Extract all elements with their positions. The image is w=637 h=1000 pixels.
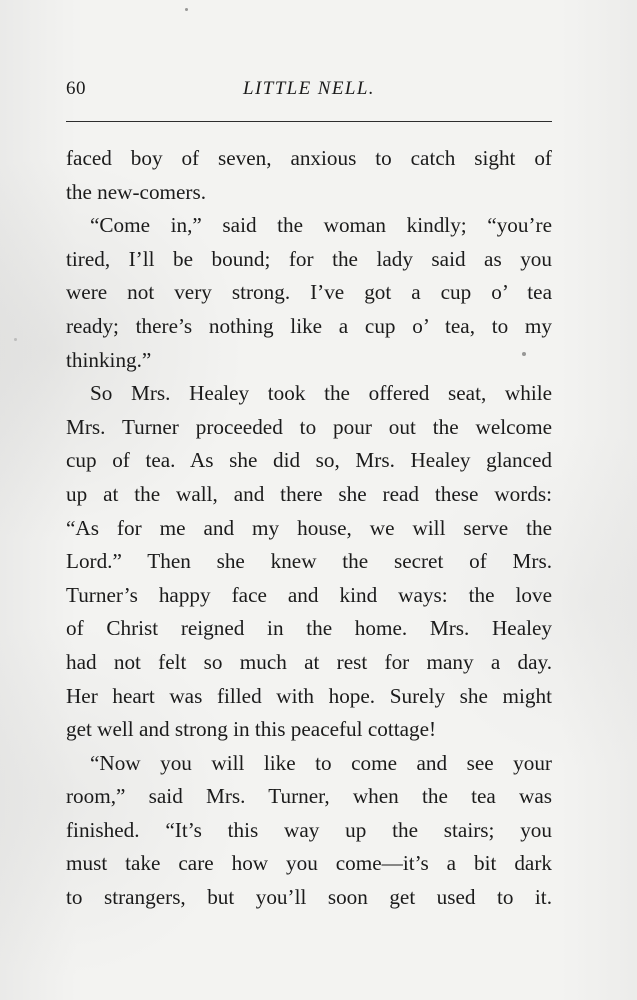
text-line-9: Mrs. Turner proceeded to pour out the welcome [66,414,552,439]
text-line-6: ready; there’s nothing like a cup o’ tea, to my [66,313,552,338]
page-header [66,78,552,108]
ink-speck [14,338,17,341]
ink-speck [185,8,188,11]
page-number: 60 [66,78,86,99]
body-text [66,142,552,915]
text-line-2: the new-comers. [66,179,207,204]
header-rule [66,121,552,122]
text-line-19: “Now you will like to come and see your [90,750,552,775]
text-line-8: So Mrs. Healey took the offered seat, while [90,381,552,406]
text-line-15: of Christ reigned in the home. Mrs. Healey [66,616,552,641]
text-line-20: room,” said Mrs. Turner, when the tea was [66,784,552,809]
text-line-11: up at the wall, and there she read these words: [66,481,552,506]
text-line-18: get well and strong in this peaceful cottage! [66,717,437,742]
ink-speck [522,352,526,356]
text-line-16: had not felt so much at rest for many a day. [66,649,552,674]
text-line-13: Lord.” Then she knew the secret of Mrs. [66,549,552,574]
running-head-title: LITTLE NELL. [243,78,375,99]
text-line-4: tired, I’ll be bound; for the lady said as you [66,246,552,271]
text-line-5: were not very strong. I’ve got a cup o’ tea [66,280,552,305]
text-line-21: finished. “It’s this way up the stairs; you [66,817,552,842]
text-line-23: to strangers, but you’ll soon get used to it. [66,885,552,910]
text-line-10: cup of tea. As she did so, Mrs. Healey glanced [66,448,552,473]
text-line-22: must take care how you come—it’s a bit dark [66,851,552,876]
text-line-7: thinking.” [66,347,152,372]
text-line-1: faced boy of seven, anxious to catch sight of [66,146,552,170]
text-line-3: “Come in,” said the woman kindly; “you’re [90,213,552,238]
text-line-12: “As for me and my house, we will serve the [66,515,552,540]
text-line-17: Her heart was filled with hope. Surely she might [66,683,552,708]
text-line-14: Turner’s happy face and kind ways: the love [66,582,552,607]
